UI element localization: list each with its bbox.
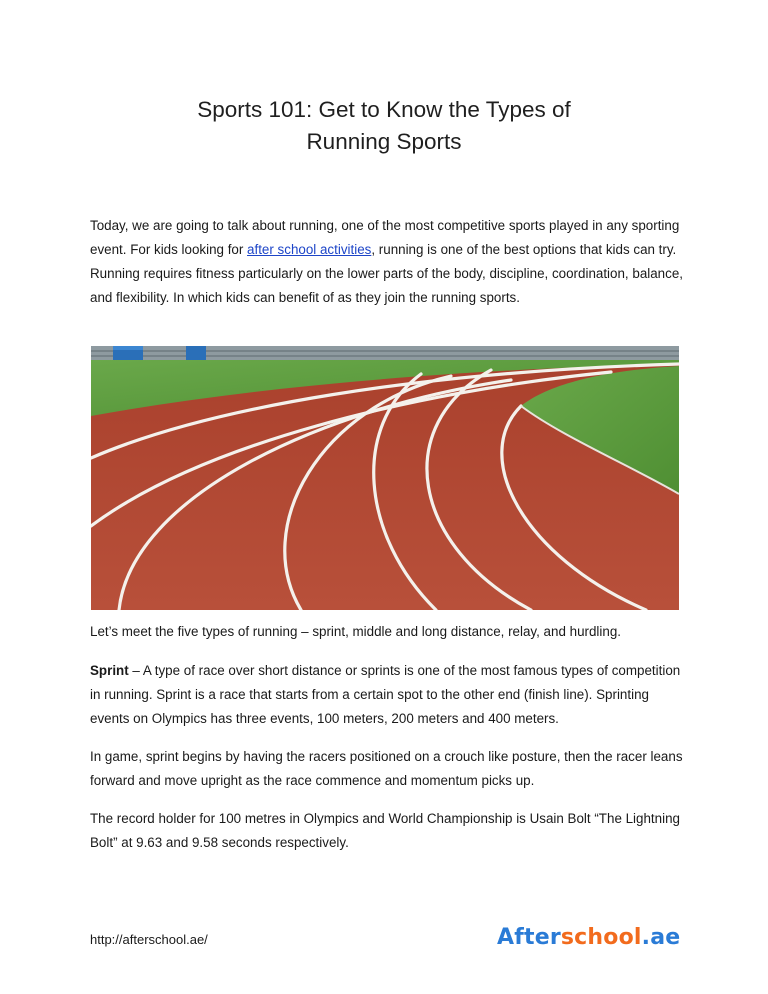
sprint-term: Sprint bbox=[90, 663, 129, 678]
title-line-1: Sports 101: Get to Know the Types of bbox=[197, 97, 571, 122]
intro-paragraph bbox=[90, 214, 690, 310]
afterschool-logo bbox=[497, 925, 680, 950]
logo-part-school: school bbox=[560, 925, 642, 950]
sprint-description: – A type of race over short distance or sprints is one of the most famous types of competition in running. Sprint is a race that starts from a certain spot to the other end (finish line). Sprinting events on Olympics has three events, 100 meters, 200 meters and 400 meters. bbox=[90, 663, 681, 726]
intro-text-end: , running is one of the best options that kids can try. Running requires fitness particularly on the lower parts of the body, discipline, coordination, balance, and flexibility. In which kids can benefit of as they join the running sports. bbox=[90, 242, 683, 305]
intro-text-start: Today, we are going to talk about running, one of the most competitive sports played in any sporting event. For kids looking for bbox=[90, 218, 680, 257]
logo-part-after: After bbox=[497, 925, 561, 950]
record-paragraph: The record holder for 100 metres in Olympics and World Championship is Usain Bolt “The Lightning Bolt” at 9.63 and 9.58 seconds respectively. bbox=[90, 811, 680, 850]
after-school-activities-link[interactable]: after school activities bbox=[247, 242, 372, 257]
sprint-game-paragraph: In game, sprint begins by having the racers positioned on a crouch like posture, then the racer leans forward and move upright as the race commence and momentum picks up. bbox=[90, 749, 683, 788]
logo-part-ae: .ae bbox=[641, 925, 681, 950]
types-intro-paragraph: Let’s meet the five types of running – sprint, middle and long distance, relay, and hurdling. bbox=[90, 624, 621, 639]
running-track-photo bbox=[91, 346, 679, 610]
footer-url: http://afterschool.ae/ bbox=[90, 932, 208, 947]
title-line-2: Running Sports bbox=[306, 129, 462, 154]
sprint-paragraph bbox=[90, 659, 690, 731]
document-title bbox=[120, 94, 648, 158]
